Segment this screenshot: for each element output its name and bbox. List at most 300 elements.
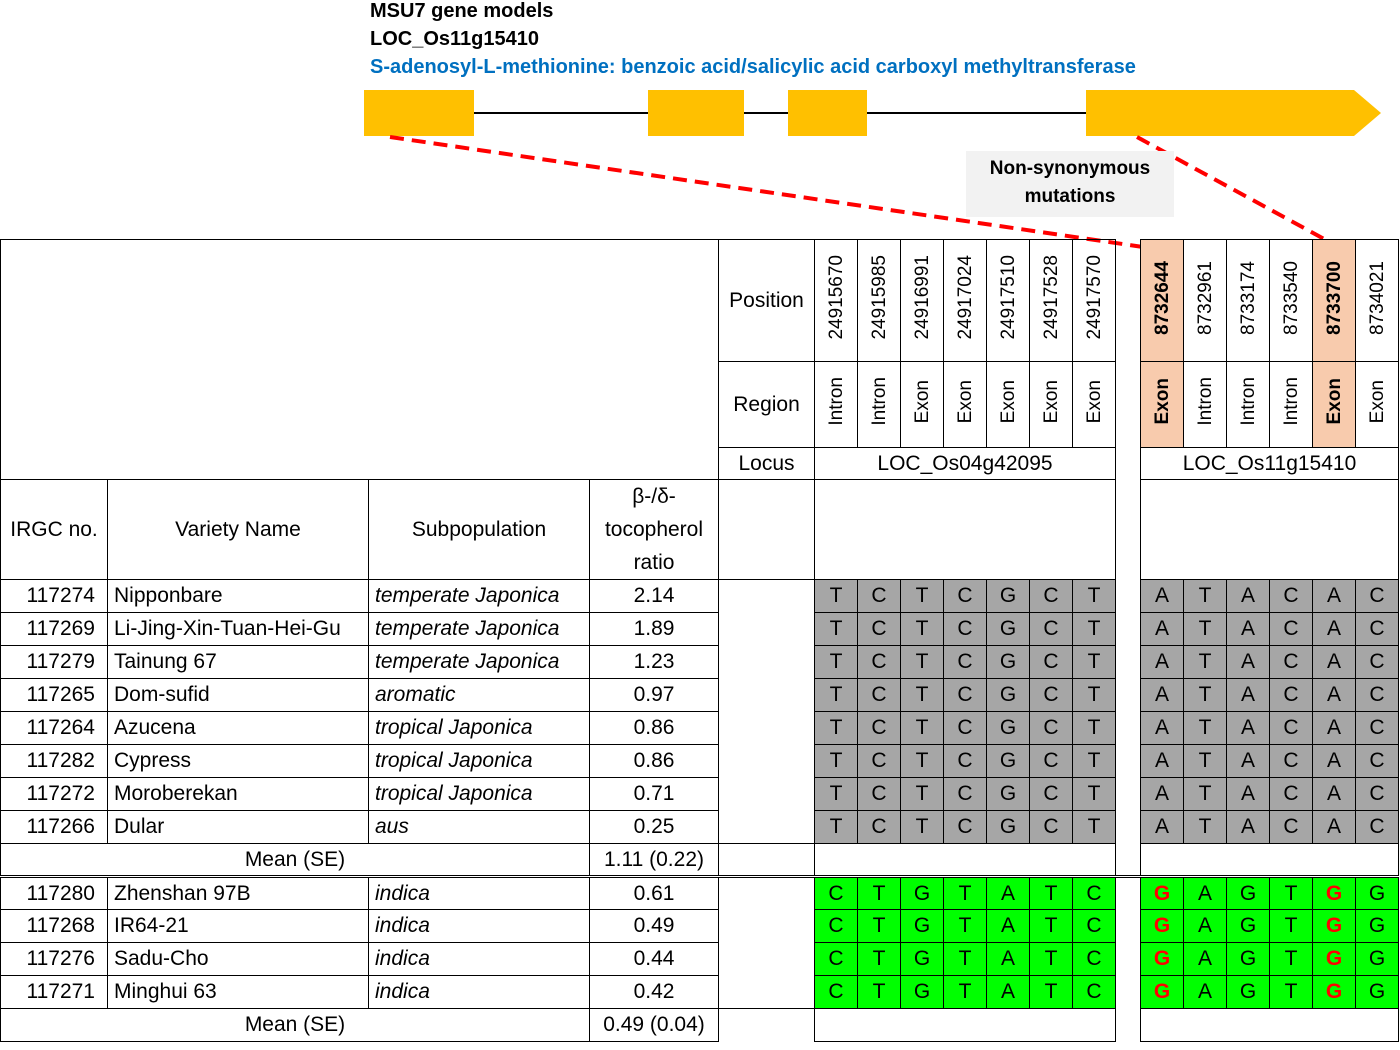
region-value: Exon	[1323, 378, 1345, 425]
allele-cell: T	[1073, 646, 1116, 679]
allele-cell: G	[1227, 877, 1270, 910]
allele-cell: C	[1270, 646, 1313, 679]
allele-cell: T	[1184, 712, 1227, 745]
allele-cell: C	[1356, 745, 1399, 778]
allele-cell: A	[987, 943, 1030, 976]
allele-cell: C	[1030, 646, 1073, 679]
gap-cell	[1116, 712, 1141, 745]
allele-cell: C	[1030, 580, 1073, 613]
allele-cell: G	[1227, 976, 1270, 1009]
region-cell	[944, 362, 987, 448]
variety-cell: Azucena	[108, 712, 369, 745]
locus-os11: LOC_Os11g15410	[1141, 448, 1399, 480]
allele-cell: A	[1184, 877, 1227, 910]
region-value: Intron	[868, 377, 890, 426]
blank-cell	[1141, 1009, 1399, 1042]
locus-label: Locus	[719, 448, 815, 480]
allele-cell: T	[1184, 580, 1227, 613]
allele-cell: C	[1270, 811, 1313, 844]
blank-header	[1, 240, 719, 480]
region-value: Intron	[825, 377, 847, 426]
position-value: 24917570	[1083, 255, 1105, 340]
allele-cell: T	[815, 778, 858, 811]
allele-cell: T	[1073, 712, 1116, 745]
allele-cell: C	[858, 646, 901, 679]
variety-cell: Dular	[108, 811, 369, 844]
ratio-cell: 1.23	[590, 646, 719, 679]
allele-cell: C	[1073, 976, 1116, 1009]
allele-cell: T	[1184, 613, 1227, 646]
allele-cell: G	[1227, 943, 1270, 976]
allele-cell: G	[1141, 976, 1184, 1009]
allele-cell: C	[1030, 712, 1073, 745]
position-cell	[858, 240, 901, 362]
ratio-cell: 0.86	[590, 712, 719, 745]
allele-cell: G	[1313, 976, 1356, 1009]
allele-cell: A	[1313, 778, 1356, 811]
allele-cell: C	[1030, 778, 1073, 811]
ratio-cell: 0.61	[590, 877, 719, 910]
ratio-cell: 2.14	[590, 580, 719, 613]
position-value: 8732644	[1151, 260, 1173, 335]
allele-cell: G	[987, 745, 1030, 778]
allele-cell: A	[987, 910, 1030, 943]
allele-cell: T	[901, 580, 944, 613]
allele-cell: C	[1270, 580, 1313, 613]
position-value: 8733540	[1280, 260, 1302, 335]
table-row	[1, 976, 1399, 1009]
allele-cell: A	[987, 877, 1030, 910]
irgc-cell: 117280	[1, 877, 108, 910]
allele-cell: G	[987, 646, 1030, 679]
allele-cell: G	[1356, 943, 1399, 976]
allele-cell: C	[1356, 811, 1399, 844]
allele-cell: C	[1356, 778, 1399, 811]
ratio-cell: 0.97	[590, 679, 719, 712]
allele-cell: A	[1227, 646, 1270, 679]
table-row	[1, 712, 1399, 745]
allele-cell: T	[1073, 613, 1116, 646]
blank-cell	[719, 480, 815, 580]
region-cell	[1356, 362, 1399, 448]
allele-cell: A	[1141, 580, 1184, 613]
irgc-cell: 117268	[1, 910, 108, 943]
allele-cell: C	[1270, 679, 1313, 712]
allele-cell: C	[858, 745, 901, 778]
mean-label: Mean (SE)	[1, 844, 590, 877]
table-row	[1, 811, 1399, 844]
allele-cell: C	[1030, 811, 1073, 844]
allele-cell: T	[944, 910, 987, 943]
region-cell	[901, 362, 944, 448]
subpop-cell: indica	[369, 910, 590, 943]
allele-cell: T	[1184, 811, 1227, 844]
position-cell	[1313, 240, 1356, 362]
allele-cell: A	[987, 976, 1030, 1009]
subpop-cell: indica	[369, 976, 590, 1009]
subpop-cell: temperate Japonica	[369, 613, 590, 646]
gap-cell	[1116, 679, 1141, 712]
position-cell	[815, 240, 858, 362]
allele-cell: T	[815, 580, 858, 613]
allele-cell: A	[1227, 613, 1270, 646]
allele-cell: C	[1356, 712, 1399, 745]
genotype-table	[0, 239, 1399, 1042]
region-cell	[1073, 362, 1116, 448]
allele-cell: G	[1313, 910, 1356, 943]
allele-cell: G	[901, 976, 944, 1009]
ratio-cell: 1.89	[590, 613, 719, 646]
gap-cell	[1116, 240, 1141, 362]
table-row	[1, 943, 1399, 976]
position-cell	[1141, 240, 1184, 362]
subpop-cell: tropical Japonica	[369, 712, 590, 745]
region-value: Exon	[954, 379, 976, 424]
allele-cell: C	[1073, 877, 1116, 910]
allele-cell: T	[1270, 976, 1313, 1009]
region-cell	[1313, 362, 1356, 448]
allele-cell: T	[901, 613, 944, 646]
variety-header: Variety Name	[108, 480, 369, 580]
irgc-cell: 117271	[1, 976, 108, 1009]
region-value: Exon	[911, 379, 933, 424]
position-value: 24916991	[911, 255, 933, 340]
gap-cell	[1116, 448, 1141, 480]
gene-description: S-adenosyl-L-methionine: benzoic acid/salicylic acid carboxyl methyltransferase	[370, 56, 1136, 78]
allele-cell: G	[1227, 910, 1270, 943]
allele-cell: C	[815, 877, 858, 910]
allele-cell: A	[1227, 679, 1270, 712]
position-value: 8734021	[1366, 260, 1388, 335]
ratio-cell: 0.44	[590, 943, 719, 976]
allele-cell: C	[1356, 613, 1399, 646]
allele-cell: A	[1141, 745, 1184, 778]
gene-model-diagram	[0, 0, 1400, 260]
blank-cell	[719, 877, 815, 1009]
allele-cell: C	[1356, 679, 1399, 712]
allele-cell: T	[901, 778, 944, 811]
ratio-cell: 0.25	[590, 811, 719, 844]
allele-cell: A	[1141, 679, 1184, 712]
gap-cell	[1116, 976, 1141, 1009]
allele-cell: C	[858, 580, 901, 613]
subpop-cell: temperate Japonica	[369, 646, 590, 679]
allele-cell: G	[987, 811, 1030, 844]
allele-cell: G	[987, 613, 1030, 646]
blank-cell	[1141, 480, 1399, 580]
allele-cell: G	[901, 877, 944, 910]
allele-cell: A	[1141, 811, 1184, 844]
region-cell	[1270, 362, 1313, 448]
allele-cell: G	[1313, 943, 1356, 976]
table-row	[1, 613, 1399, 646]
allele-cell: T	[1030, 877, 1073, 910]
ratio-cell: 0.86	[590, 745, 719, 778]
mean-label: Mean (SE)	[1, 1009, 590, 1042]
allele-cell: A	[1313, 811, 1356, 844]
allele-cell: C	[944, 580, 987, 613]
position-cell	[944, 240, 987, 362]
allele-cell: T	[815, 646, 858, 679]
position-value: 8733700	[1323, 260, 1345, 335]
allele-cell: A	[1227, 811, 1270, 844]
table-row	[1, 646, 1399, 679]
position-cell	[1270, 240, 1313, 362]
allele-cell: C	[858, 811, 901, 844]
allele-cell: G	[987, 679, 1030, 712]
allele-cell: A	[1313, 712, 1356, 745]
gap-cell	[1116, 480, 1141, 580]
irgc-cell: 117269	[1, 613, 108, 646]
allele-cell: G	[901, 943, 944, 976]
variety-cell: Dom-sufid	[108, 679, 369, 712]
region-value: Intron	[1194, 377, 1216, 426]
allele-cell: A	[1141, 613, 1184, 646]
allele-cell: T	[1184, 679, 1227, 712]
variety-cell: Sadu-Cho	[108, 943, 369, 976]
allele-cell: T	[815, 811, 858, 844]
allele-cell: T	[901, 811, 944, 844]
blank-cell	[815, 1009, 1116, 1042]
allele-cell: T	[1073, 811, 1116, 844]
allele-cell: G	[1141, 910, 1184, 943]
blank-cell	[1141, 844, 1399, 877]
position-cell	[1356, 240, 1399, 362]
variety-cell: Li-Jing-Xin-Tuan-Hei-Gu	[108, 613, 369, 646]
allele-cell: T	[1184, 646, 1227, 679]
mean-value: 0.49 (0.04)	[590, 1009, 719, 1042]
allele-cell: C	[1030, 745, 1073, 778]
allele-cell: C	[944, 712, 987, 745]
allele-cell: C	[944, 679, 987, 712]
allele-cell: T	[815, 745, 858, 778]
allele-cell: A	[1141, 712, 1184, 745]
table-row	[1, 580, 1399, 613]
allele-cell: T	[944, 976, 987, 1009]
region-cell	[1030, 362, 1073, 448]
region-value: Exon	[1366, 379, 1388, 424]
variety-cell: Tainung 67	[108, 646, 369, 679]
allele-cell: T	[1270, 943, 1313, 976]
position-value: 24915985	[868, 255, 890, 340]
allele-cell: A	[1184, 910, 1227, 943]
mean-row	[1, 1009, 1399, 1042]
locus-os04: LOC_Os04g42095	[815, 448, 1116, 480]
region-value: Intron	[1237, 377, 1259, 426]
subpop-cell: indica	[369, 943, 590, 976]
allele-cell: T	[815, 613, 858, 646]
allele-cell: C	[858, 778, 901, 811]
blank-cell	[719, 580, 815, 844]
gap-cell	[1116, 943, 1141, 976]
region-cell	[815, 362, 858, 448]
allele-cell: T	[858, 910, 901, 943]
table-row	[1, 679, 1399, 712]
region-value: Exon	[1083, 379, 1105, 424]
allele-cell: T	[944, 943, 987, 976]
allele-cell: A	[1313, 679, 1356, 712]
allele-cell: C	[815, 910, 858, 943]
allele-cell: G	[1141, 877, 1184, 910]
irgc-cell: 117272	[1, 778, 108, 811]
allele-cell: G	[987, 778, 1030, 811]
irgc-cell: 117264	[1, 712, 108, 745]
allele-cell: G	[1356, 910, 1399, 943]
subpop-header: Subpopulation	[369, 480, 590, 580]
position-value: 24917528	[1040, 255, 1062, 340]
allele-cell: A	[1227, 712, 1270, 745]
mean-value: 1.11 (0.22)	[590, 844, 719, 877]
allele-cell: C	[944, 613, 987, 646]
blank-cell	[815, 844, 1116, 877]
table-row	[1, 877, 1399, 910]
region-label: Region	[719, 362, 815, 448]
allele-cell: T	[901, 646, 944, 679]
position-value: 8732961	[1194, 260, 1216, 335]
gap-cell	[1116, 745, 1141, 778]
table-row	[1, 778, 1399, 811]
allele-cell: C	[858, 613, 901, 646]
allele-cell: C	[1270, 613, 1313, 646]
subpop-cell: tropical Japonica	[369, 778, 590, 811]
allele-cell: A	[1227, 745, 1270, 778]
allele-cell: T	[1073, 679, 1116, 712]
allele-cell: T	[1030, 976, 1073, 1009]
variety-cell: Minghui 63	[108, 976, 369, 1009]
allele-cell: C	[1030, 679, 1073, 712]
position-cell	[1184, 240, 1227, 362]
irgc-cell: 117266	[1, 811, 108, 844]
allele-cell: G	[987, 580, 1030, 613]
allele-cell: A	[1313, 613, 1356, 646]
position-cell	[987, 240, 1030, 362]
allele-cell: G	[901, 910, 944, 943]
allele-cell: G	[1313, 877, 1356, 910]
subpop-cell: aus	[369, 811, 590, 844]
allele-cell: A	[1313, 580, 1356, 613]
region-cell	[1141, 362, 1184, 448]
allele-cell: T	[815, 712, 858, 745]
position-value: 8733174	[1237, 260, 1259, 335]
allele-cell: T	[901, 745, 944, 778]
allele-cell: A	[1227, 778, 1270, 811]
blank-cell	[815, 480, 1116, 580]
gap-cell	[1116, 613, 1141, 646]
allele-cell: T	[1184, 778, 1227, 811]
allele-cell: C	[815, 943, 858, 976]
table-row	[1, 910, 1399, 943]
position-label: Position	[719, 240, 815, 362]
allele-cell: C	[815, 976, 858, 1009]
position-row	[1, 240, 1399, 362]
allele-cell: A	[1313, 646, 1356, 679]
irgc-cell: 117282	[1, 745, 108, 778]
allele-cell: C	[1270, 778, 1313, 811]
gap-cell	[1116, 580, 1141, 613]
mean-row	[1, 844, 1399, 877]
allele-cell: C	[1270, 745, 1313, 778]
variety-cell: Nipponbare	[108, 580, 369, 613]
allele-cell: T	[1073, 778, 1116, 811]
variety-cell: Zhenshan 97B	[108, 877, 369, 910]
allele-cell: T	[1184, 745, 1227, 778]
exon-2	[648, 90, 744, 136]
region-cell	[987, 362, 1030, 448]
non-synonymous-callout: Non-synonymous mutations	[966, 151, 1174, 217]
column-header-row	[1, 480, 1399, 580]
allele-cell: G	[1356, 877, 1399, 910]
region-cell	[1184, 362, 1227, 448]
position-cell	[1227, 240, 1270, 362]
ratio-header: β-/δ-tocopherol ratio	[590, 480, 719, 580]
allele-cell: C	[944, 778, 987, 811]
region-cell	[858, 362, 901, 448]
allele-cell: T	[1270, 877, 1313, 910]
region-value: Intron	[1280, 377, 1302, 426]
allele-cell: A	[1313, 745, 1356, 778]
allele-cell: G	[1356, 976, 1399, 1009]
allele-cell: A	[1227, 580, 1270, 613]
table-row	[1, 745, 1399, 778]
subpop-cell: temperate Japonica	[369, 580, 590, 613]
region-value: Exon	[1040, 379, 1062, 424]
position-value: 24917024	[954, 255, 976, 340]
subpop-cell: tropical Japonica	[369, 745, 590, 778]
allele-cell: G	[1141, 943, 1184, 976]
ratio-cell: 0.71	[590, 778, 719, 811]
position-cell	[1030, 240, 1073, 362]
allele-cell: T	[901, 712, 944, 745]
gene-id: LOC_Os11g15410	[370, 28, 539, 50]
gap-cell	[1116, 362, 1141, 448]
allele-cell: C	[1356, 580, 1399, 613]
allele-cell: C	[858, 712, 901, 745]
irgc-cell: 117265	[1, 679, 108, 712]
allele-cell: C	[944, 646, 987, 679]
allele-cell: T	[1073, 745, 1116, 778]
allele-cell: G	[987, 712, 1030, 745]
allele-cell: C	[1073, 910, 1116, 943]
ratio-cell: 0.49	[590, 910, 719, 943]
allele-cell: T	[944, 877, 987, 910]
position-cell	[1073, 240, 1116, 362]
allele-cell: C	[1073, 943, 1116, 976]
allele-cell: C	[1030, 613, 1073, 646]
region-cell	[1227, 362, 1270, 448]
subpop-cell: aromatic	[369, 679, 590, 712]
ratio-cell: 0.42	[590, 976, 719, 1009]
variety-cell: IR64-21	[108, 910, 369, 943]
variety-cell: Cypress	[108, 745, 369, 778]
irgc-cell: 117279	[1, 646, 108, 679]
allele-cell: C	[1356, 646, 1399, 679]
position-value: 24917510	[997, 255, 1019, 340]
allele-cell: T	[815, 679, 858, 712]
allele-cell: A	[1141, 646, 1184, 679]
region-value: Exon	[1151, 378, 1173, 425]
variety-cell: Moroberekan	[108, 778, 369, 811]
region-value: Exon	[997, 379, 1019, 424]
position-value: 24915670	[825, 255, 847, 340]
exon-1	[364, 90, 474, 136]
allele-cell: A	[1184, 976, 1227, 1009]
blank-cell	[719, 844, 815, 877]
allele-cell: T	[858, 976, 901, 1009]
allele-cell: T	[901, 679, 944, 712]
gap-cell	[1116, 778, 1141, 811]
gene-models-title: MSU7 gene models	[370, 0, 554, 22]
gap-cell	[1116, 1009, 1141, 1042]
